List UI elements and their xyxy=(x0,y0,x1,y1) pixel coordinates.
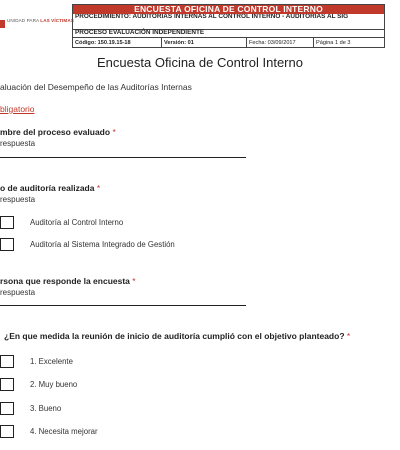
question-title xyxy=(0,276,136,286)
question-text: o de auditoría realizada xyxy=(0,183,95,193)
checkbox[interactable] xyxy=(0,238,14,251)
form-title: Encuesta Oficina de Control Interno xyxy=(97,55,303,70)
checkbox[interactable] xyxy=(0,402,14,415)
checkbox[interactable] xyxy=(0,378,14,391)
header-version: Versión: 01 xyxy=(164,40,194,46)
option-label: Auditoría al Sistema Integrado de Gestión xyxy=(30,240,175,249)
logo-text xyxy=(7,18,74,23)
required-asterisk: * xyxy=(96,183,101,193)
question-text: mbre del proceso evaluado xyxy=(0,127,111,137)
option-label: 3. Bueno xyxy=(30,404,62,413)
checkbox[interactable] xyxy=(0,355,14,368)
header-cell-divider xyxy=(161,38,162,48)
header-cell-divider xyxy=(313,38,314,48)
question-title xyxy=(0,183,100,193)
header-code: Código: 150.19.15-18 xyxy=(75,40,131,46)
question-title xyxy=(0,127,116,137)
option-label: 1. Excelente xyxy=(30,357,73,366)
required-asterisk: * xyxy=(112,127,116,137)
checkbox[interactable] xyxy=(0,425,14,438)
answer-field[interactable] xyxy=(0,157,246,158)
required-asterisk: * xyxy=(346,331,351,341)
header-procedure: PROCEDIMIENTO: AUDITORIAS INTERNAS AL CONTROL INTERNO - AUDITORIAS AL SIG xyxy=(75,14,349,20)
logo xyxy=(0,4,72,46)
checkbox[interactable] xyxy=(0,216,14,229)
header-title: ENCUESTA OFICINA DE CONTROL INTERNO xyxy=(73,5,384,14)
header-cell-divider xyxy=(246,38,247,48)
question-text: rsona que responde la encuesta xyxy=(0,276,130,286)
logo-brand: LAS VÍCTIMAS xyxy=(40,18,74,23)
question-title xyxy=(4,331,350,341)
question-text: ¿En que medida la reunión de inicio de auditoría cumplió con el objetivo planteado? xyxy=(4,331,345,341)
question-subtitle: respuesta xyxy=(0,139,36,148)
form-description: aluación del Desempeño de las Auditorías Internas xyxy=(0,82,192,92)
option-label: 2. Muy bueno xyxy=(30,380,78,389)
option-label: Auditoría al Control Interno xyxy=(30,218,124,227)
document-header xyxy=(72,4,385,48)
logo-prefix: UNIDAD PARA xyxy=(7,18,39,23)
logo-mark-icon xyxy=(0,20,5,28)
required-note: bligatorio xyxy=(0,104,35,114)
header-process: PROCESO EVALUACIÓN INDEPENDIENTE xyxy=(75,29,205,36)
option-label: 4. Necesita mejorar xyxy=(30,427,98,436)
question-subtitle: respuesta xyxy=(0,288,36,297)
required-asterisk: * xyxy=(132,276,136,286)
header-date: Fecha: 03/09/2017 xyxy=(249,40,296,46)
header-page: Página 1 de 3 xyxy=(316,40,351,46)
answer-field[interactable] xyxy=(0,305,246,306)
question-subtitle: respuesta xyxy=(0,195,36,204)
